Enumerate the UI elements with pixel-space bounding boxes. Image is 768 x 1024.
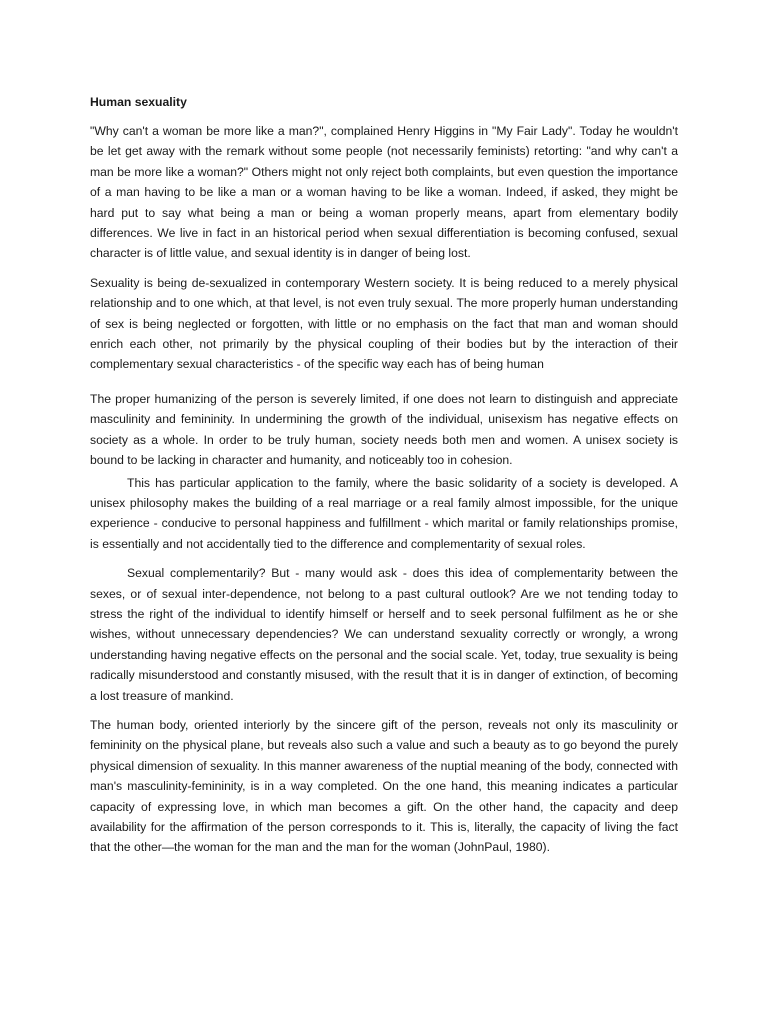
document-title: Human sexuality bbox=[90, 95, 187, 109]
paragraph-6: The human body, oriented interiorly by the sincere gift of the person, reveals not only its masculinity or femininity on the physical plane, but reveals also such a value and such a beauty as to go beyond the purely physical dimension of sexuality. In this manner awareness of the nuptial meaning of the body, connected with man's masculinity-femininity, is in a way completed. On the one hand, this meaning indicates a particular capacity of expressing love, in which man becomes a gift. On the other hand, the capacity and deep availability for the affirmation of the person corresponds to it. This is, literally, the capacity of living the fact that the other—the woman for the man and the man for the woman (JohnPaul, 1980). bbox=[90, 717, 678, 855]
document-page bbox=[90, 92, 678, 867]
paragraph-1: "Why can't a woman be more like a man?", complained Henry Higgins in "My Fair Lady". Today he wouldn't be let get away with the remark without some people (not necessarily feminists) retorting: "and why can't a man be more like a woman?" Others might not only reject both complaints, but even question the importance of a man having to be like a man or a woman having to be like a woman. Indeed, if asked, they might be hard put to say what being a man or being a woman properly means, apart from elementary bodily differences. We live in fact in an historical period when sexual differentiation is becoming confused, sexual character is of little value, and sexual identity is in danger of being lost. bbox=[90, 124, 678, 261]
paragraph-4: This has particular application to the family, where the basic solidarity of a society is developed. A unisex philosophy makes the building of a real marriage or a real family almost impossible, for the unique experience - conducive to personal happiness and fulfillment - which marital or family relationships promise, is essentially and not accidentally tied to the difference and complementarity of sexual roles. bbox=[90, 475, 678, 551]
paragraph-2: Sexuality is being de-sexualized in contemporary Western society. It is being reduced to a merely physical relationship and to one which, at that level, is not even truly sexual. The more properly human understanding of sex is being neglected or forgotten, with little or no emphasis on the fact that man and woman should enrich each other, not primarily by the physical coupling of their bodies but by the interaction of their complementary sexual characteristics - of the specific way each has of being human bbox=[90, 275, 678, 372]
paragraph-3: The proper humanizing of the person is severely limited, if one does not learn to distinguish and appreciate masculinity and femininity. In undermining the growth of the individual, unisexism has negative effects on society as a whole. In order to be truly human, society needs both men and women. A unisex society is bound to be lacking in character and humanity, and noticeably too in cohesion. bbox=[90, 391, 678, 468]
paragraph-5: Sexual complementarily? But - many would ask - does this idea of complementarity between the sexes, or of sexual inter-dependence, not belong to a past cultural outlook? Are we not tending today to stress the right of the individual to identify himself or herself and to seek personal fulfilment as he or she wishes, without unnecessary dependencies? We can understand sexuality correctly or wrongly, a wrong understanding having negative effects on the personal and the social scale. Yet, today, true sexuality is being radically misunderstood and constantly misused, with the result that it is in danger of extinction, of becoming a lost treasure of mankind. bbox=[90, 566, 678, 703]
